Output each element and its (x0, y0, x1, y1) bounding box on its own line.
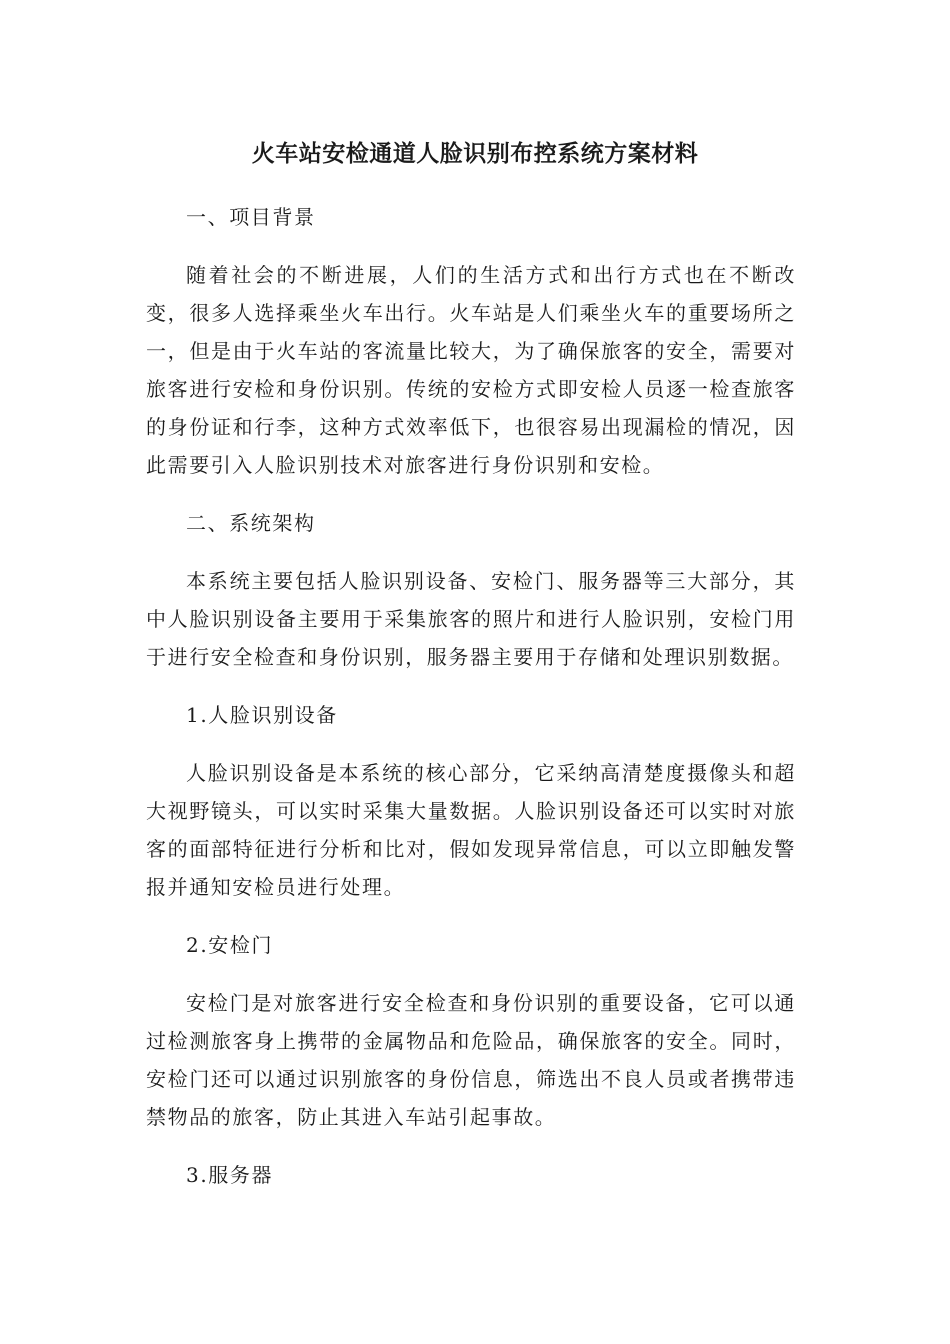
paragraph-project-background: 随着社会的不断进展，人们的生活方式和出行方式也在不断改变，很多人选择乘坐火车出行。火车站是人们乘坐火车的重要场所之一，但是由于火车站的客流量比较大，为了确保旅客的安全，需要对旅客进行安检和身份识别。传统的安检方式即安检人员逐一检查旅客的身份证和行李，这种方式效率低下，也很容易出现漏检的情况，因此需要引入人脸识别技术对旅客进行身份识别和安检。 (146, 263, 796, 477)
paragraph-security-gate: 安检门是对旅客进行安全检查和身份识别的重要设备，它可以通过检测旅客身上携带的金属物品和危险品，确保旅客的安全。同时，安检门还可以通过识别旅客的身份信息，筛选出不良人员或者携带违禁物品的旅客，防止其进入车站引起事故。 (146, 991, 796, 1129)
subsection-heading-security-gate: 2.安检门 (186, 933, 274, 957)
section-heading-project-background: 一、项目背景 (186, 205, 316, 229)
document-body (146, 198, 796, 1214)
paragraph-system-architecture: 本系统主要包括人脸识别设备、安检门、服务器等三大部分，其中人脸识别设备主要用于采集旅客的照片和进行人脸识别，安检门用于进行安全检查和身份识别，服务器主要用于存储和处理识别数据。 (146, 569, 796, 669)
paragraph-face-recognition-device: 人脸识别设备是本系统的核心部分，它采纳高清楚度摄像头和超大视野镜头，可以实时采集大量数据。人脸识别设备还可以实时对旅客的面部特征进行分析和比对，假如发现异常信息，可以立即触发警报并通知安检员进行处理。 (146, 761, 796, 899)
document-title: 火车站安检通道人脸识别布控系统方案材料 (251, 141, 699, 167)
subsection-heading-server: 3.服务器 (186, 1163, 274, 1187)
subsection-heading-face-recognition-device: 1.人脸识别设备 (186, 703, 338, 727)
section-heading-system-architecture: 二、系统架构 (186, 511, 316, 535)
